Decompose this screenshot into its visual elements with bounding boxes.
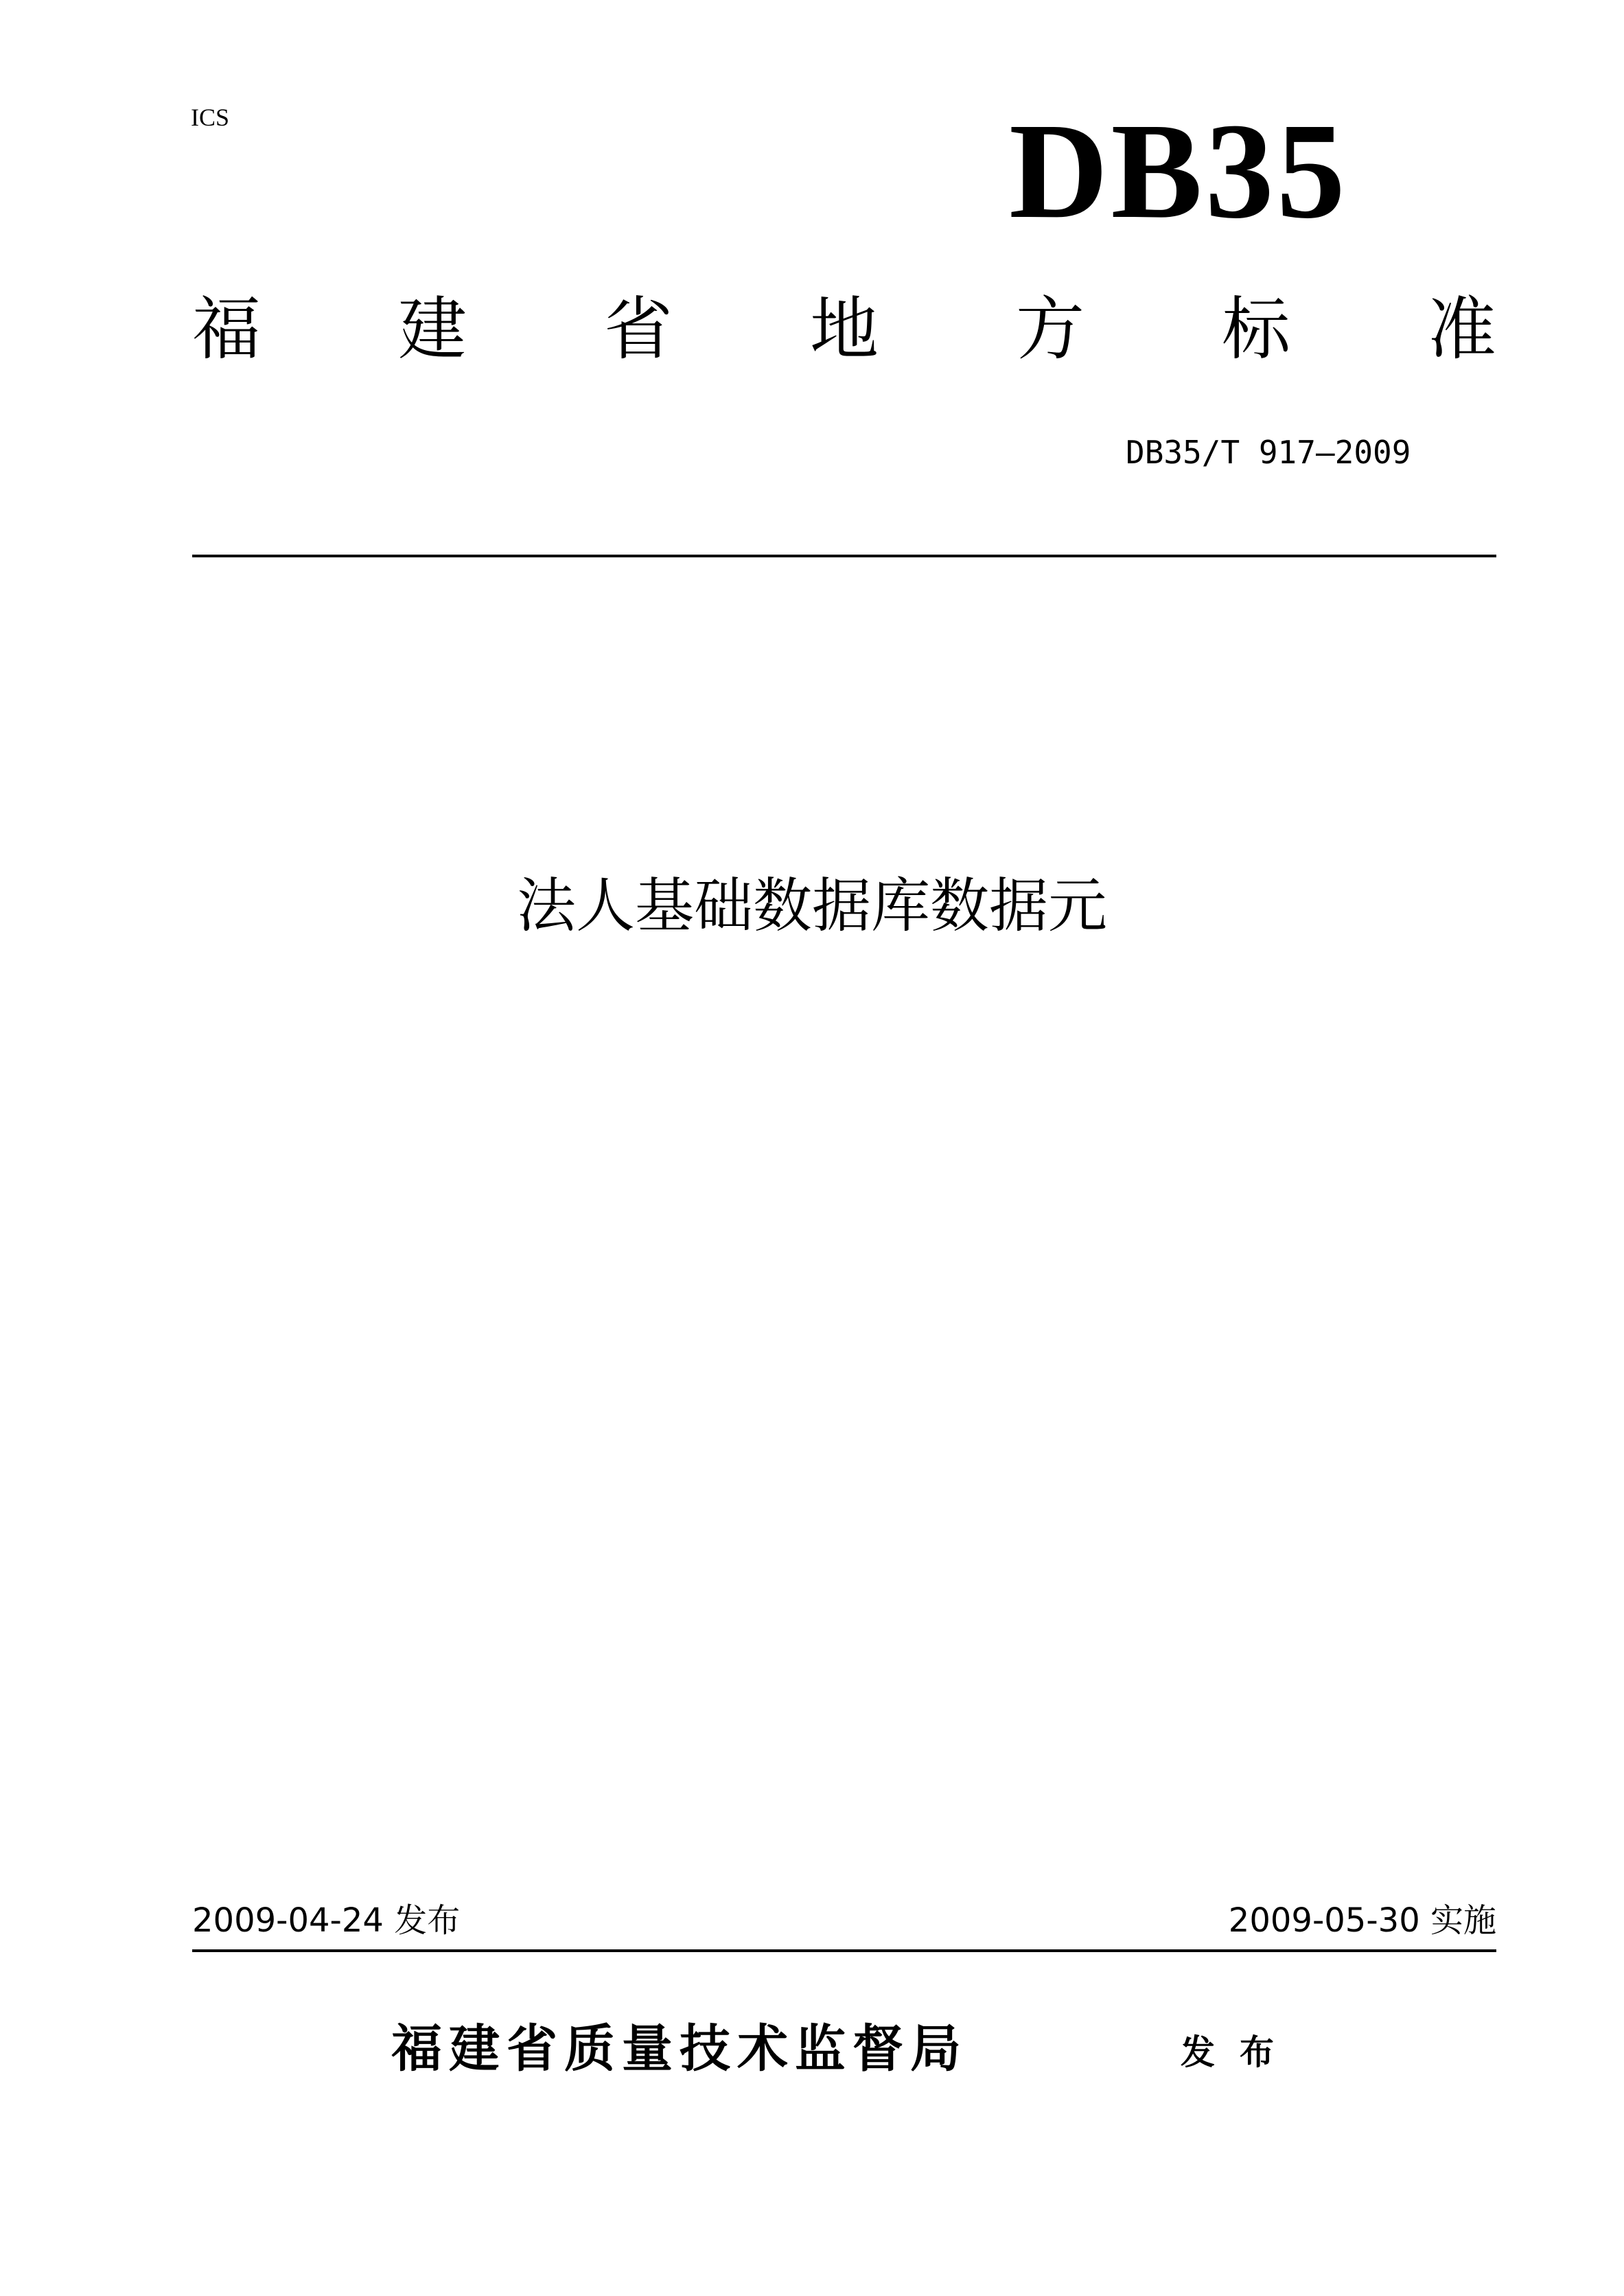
standard-type-heading: [192, 288, 1496, 371]
standard-type-char: 方: [1016, 289, 1084, 369]
header-divider: [192, 555, 1496, 557]
standard-number: DB35/T 917—2009: [1126, 434, 1411, 471]
date-row: [192, 1900, 1496, 1941]
standard-type-char: 地: [810, 289, 879, 369]
issuer-action: 发布: [1181, 2032, 1299, 2072]
document-title: 法人基础数据库数据元: [517, 872, 1107, 940]
implement-date: 2009-05-30 实施: [1228, 1901, 1496, 1940]
standard-type-char: 建: [398, 289, 467, 369]
standard-type-char: 标: [1222, 289, 1290, 369]
standard-type-char: 准: [1428, 289, 1496, 369]
issuer-name: 福建省质量技术监督局: [391, 2019, 968, 2078]
db-code-logo: DB35: [1009, 95, 1348, 247]
footer-divider: [192, 1949, 1496, 1952]
standard-type-char: 省: [604, 289, 673, 369]
issue-date: 2009-04-24 发布: [192, 1901, 461, 1940]
standard-type-char: 福: [192, 289, 261, 369]
ics-label: ICS: [191, 104, 230, 131]
